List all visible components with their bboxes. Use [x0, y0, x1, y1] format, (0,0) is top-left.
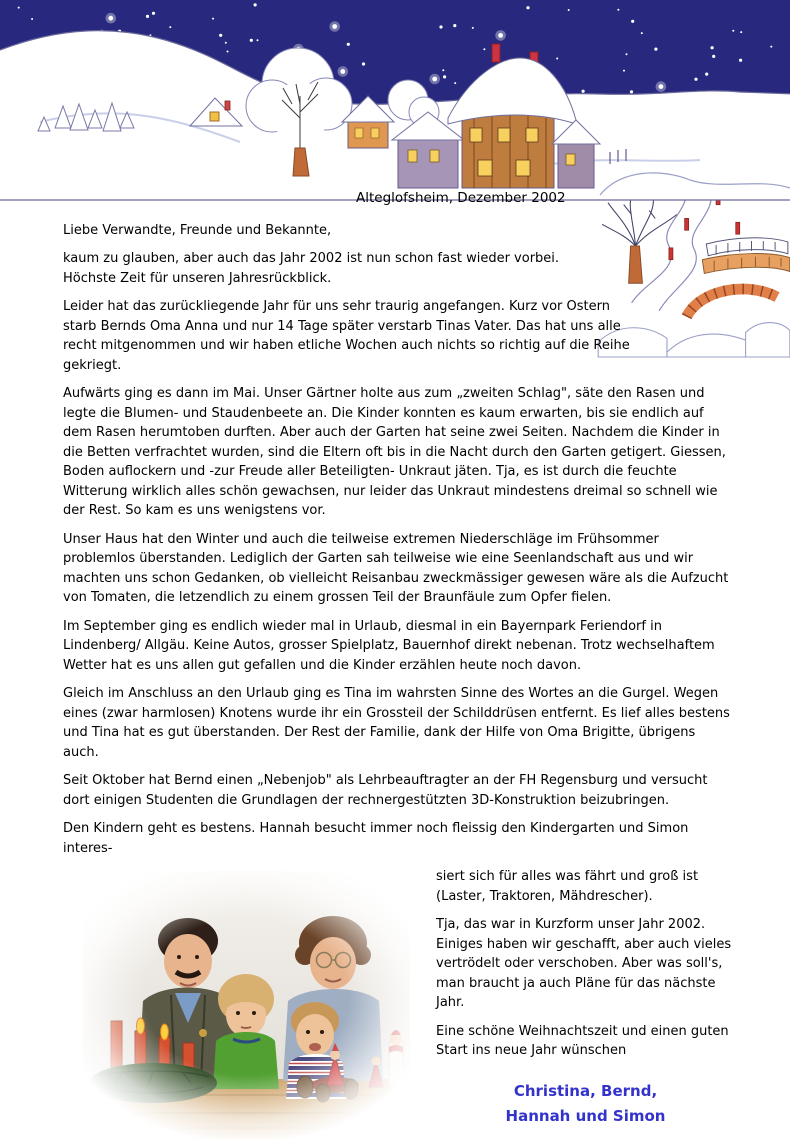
paragraph-kids-rest: siert sich für alles was fährt und groß ist (Laster, Traktoren, Mähdrescher).	[436, 869, 699, 904]
fence	[702, 238, 789, 274]
paragraph-bernd-job: Seit Oktober hat Bernd einen „Nebenjob" als Lehrbeauftragter an der FH Regensburg und versucht dort einigen Studenten die Grundlagen der rechnergestützten 3D-Konstruktion beizubringen.	[63, 773, 708, 808]
winter-village-illustration	[0, 0, 790, 195]
family-photo	[83, 871, 410, 1139]
signature-line-2: Hannah und Simon	[505, 1106, 666, 1125]
closing-line: Eine schöne Weihnachtszeit und einen guten Start ins neue Jahr wünschen	[436, 1023, 729, 1058]
salutation: Liebe Verwandte, Freunde und Bekannte,	[63, 222, 332, 238]
header-illustration	[0, 0, 790, 195]
photo-feathered-edge	[83, 871, 410, 1139]
paragraph-year-intro: kaum zu glauben, aber auch das Jahr 2002 ist nun schon fast wieder vorbei. Höchste Zeit für unseren Jahresrückblick.	[63, 251, 560, 286]
paragraph-year-review: Tja, das war in Kurzform unser Jahr 2002. Einiges haben wir geschafft, aber auch vieles vertrödelt oder verschoben. Aber was soll's, man braucht ja auch Pläne für das nächste Jahr.	[436, 917, 732, 1010]
signature-line-1: Christina, Bernd,	[513, 1081, 658, 1100]
paragraph-vacation: Im September ging es endlich wieder mal in Urlaub, diesmal in ein Bayernpark Feriendorf in Lindenberg/ Allgäu. Keine Autos, grosser Spielplatz, Bauernhof direkt nebenan. Trotz wechselhaftem Wetter hat es uns allen gut gefallen und die Kinder erzählen heute noch davon.	[63, 618, 715, 673]
paragraph-garden: Aufwärts ging es dann im Mai. Unser Gärtner holte aus zum „zweiten Schlag", säte den Rasen und legte die Blumen- und Staudenbeete an. Die Kinder konnten es kaum erwarten, bis sie endlich auf dem Rasen herumtoben durften. Aber auch der Garten hat seine zwei Seiten. Nachdem die Kinder in die Betten verfrachtet wurden, sind die Eltern oft bis in die Nacht durch den Garten getigert. Giessen, Boden auflockern und -zur Freude aller Beteiligten- Unkraut jäten. Tja, es ist durch die feuchte Witterung wirklich alles schön gewachsen, nur leider das Unkraut mindestens dreimal so schnell wie der Rest. So kam es uns wenigstens vor.	[63, 386, 726, 518]
letter-body	[0, 189, 790, 1129]
paragraph-kids-intro: Den Kindern geht es bestens. Hannah besucht immer noch fleissig den Kindergarten und Simon interes-	[63, 821, 689, 856]
paragraph-house-rain: Unser Haus hat den Winter und auch die teilweise extremen Niederschläge im Frühsommer problemlos überstanden. Lediglich der Garten sah teilweise wie eine Seenlandschaft aus und wir machten uns schon Gedanken, ob vielleicht Reisanbau zweckmässiger gewesen wäre als die Aufzucht von Tomaten, die letzendlich zu einem grossen Teil der Braunfäule zum Opfer fielen.	[63, 531, 729, 605]
date-line: Alteglofsheim, Dezember 2002	[356, 190, 566, 206]
brick-bridge	[687, 289, 777, 317]
paragraph-tina-surgery: Gleich im Anschluss an den Urlaub ging es Tina im wahrsten Sinne des Wortes an die Gurgel. Wegen eines (zwar harmlosen) Knotens wurde ihr ein Grossteil der Schilddrüsen entfernt. Es lief alles bestens und Tina hat es gut überstanden. Der Rest der Familie, dank der Hilfe von Oma Brigitte, übrigens auch.	[63, 686, 730, 760]
paragraph-sad-start: Leider hat das zurückliegende Jahr für uns sehr traurig angefangen. Kurz vor Ostern starb Bernds Oma Anna und nur 14 Tage später verstarb Tinas Vater. Das hat uns alle recht mitgenommen und wir haben etliche Wochen auch nichts so richtig auf die Reihe gekriegt.	[63, 299, 630, 373]
header-illustration-spill	[598, 185, 790, 357]
